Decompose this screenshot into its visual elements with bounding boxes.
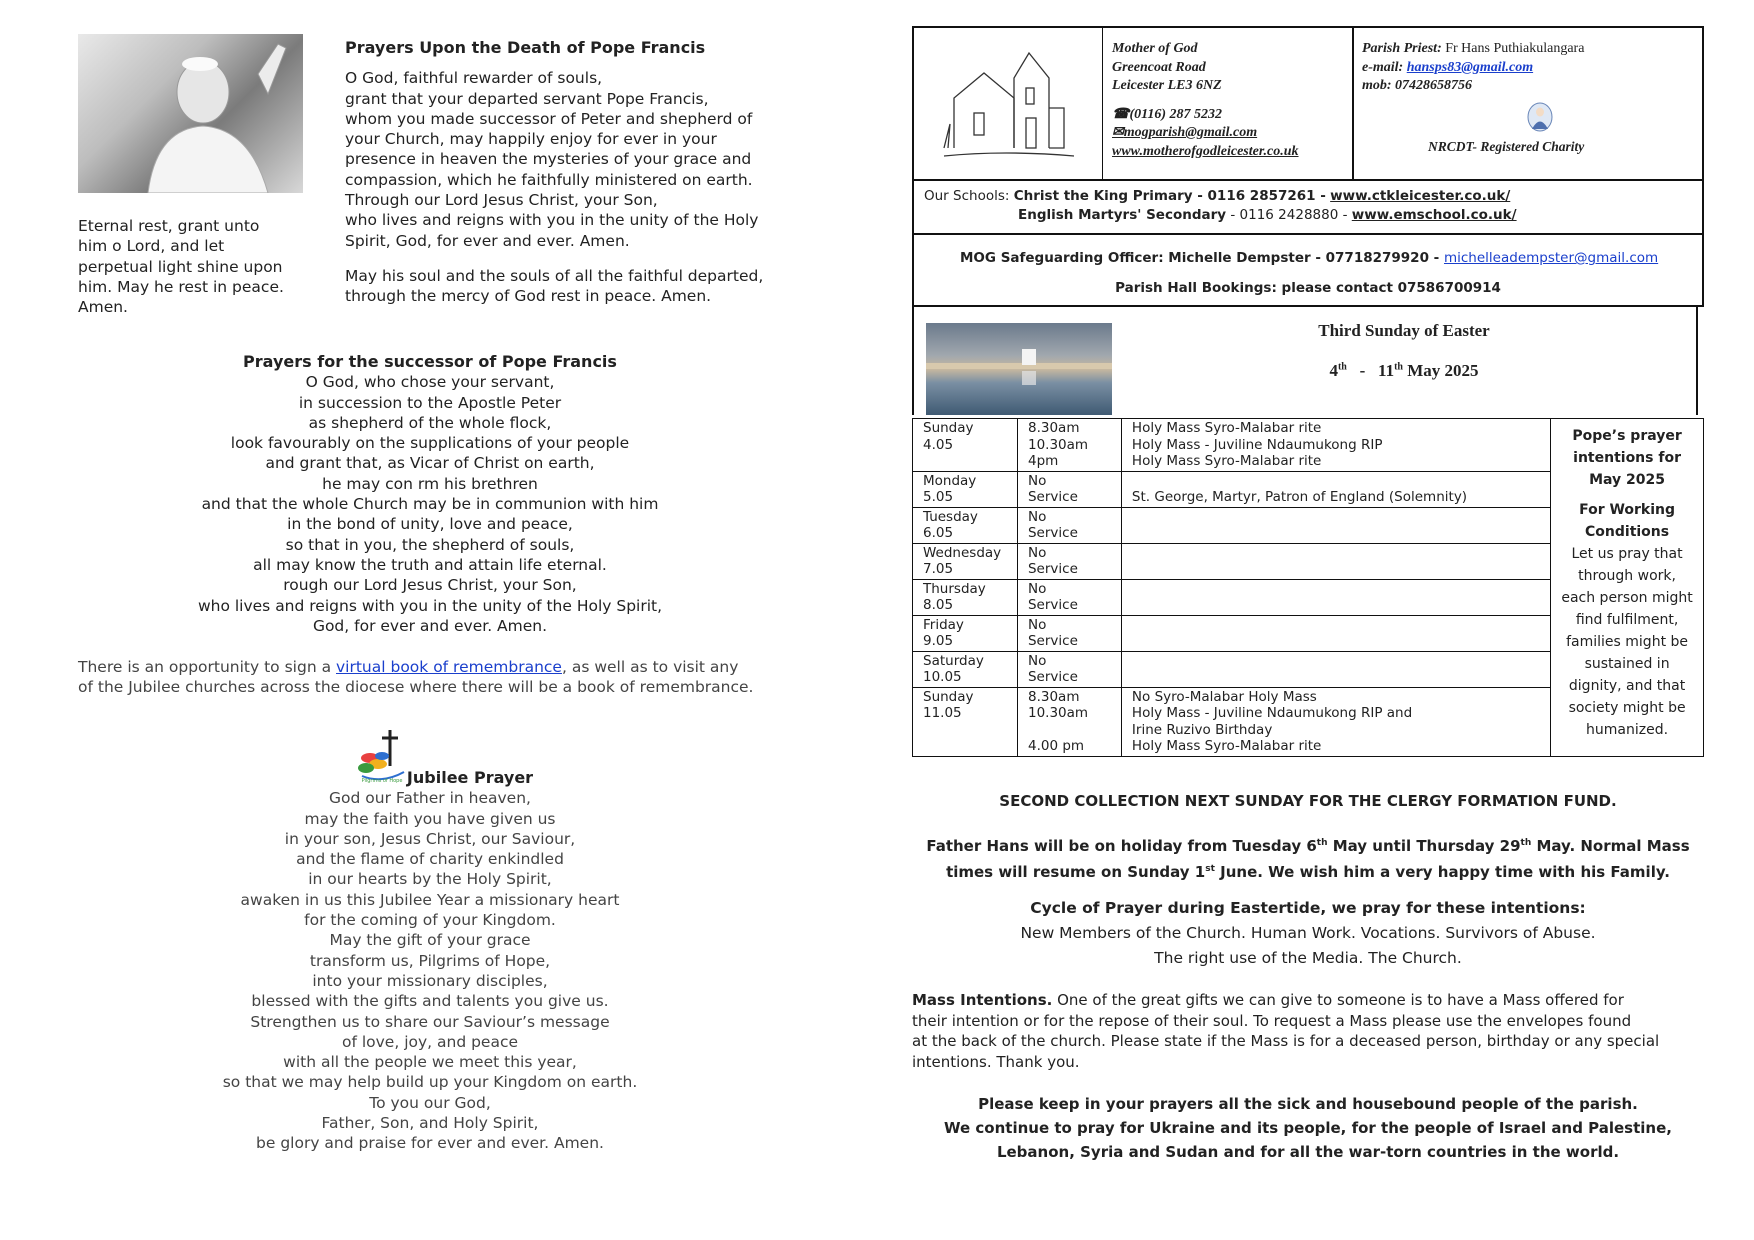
text-line [912,858,1704,884]
parish-hall-bookings: Parish Hall Bookings: please contact 07586700914 [1115,280,1501,296]
text-line: transform us, Pilgrims of Hope, [309,951,551,970]
time-cell [1017,507,1121,543]
text-line: be glory and praise for ever and ever. Amen. [256,1134,604,1153]
eternal-rest-prayer [78,216,318,317]
text-line: and the flame of charity enkindled [296,850,564,869]
day-date: 7.05 [923,561,954,577]
text-line: intentions. Thank you. [912,1052,1080,1071]
text-line: through the mercy of God rest in peace. Amen. [345,287,712,306]
day-name: Friday [923,616,964,633]
prayer-death-closing [345,266,795,307]
date-month-year: May 2025 [1407,361,1479,380]
school-1-url[interactable]: www.ctkleicester.co.uk/ [1330,188,1511,204]
time: 10.30am [1027,436,1089,453]
time: No [1027,652,1047,669]
school-2-name: English Martyrs' Secondary [1018,207,1227,223]
day-cell [913,651,1018,687]
text-line: in the bond of unity, love and peace, [287,515,573,534]
time: Service [1027,561,1078,577]
text-line: so that in you, the shepherd of souls, [285,535,575,554]
church-drawing [914,28,1103,179]
date-start: 4 [1329,361,1338,380]
time: No [1027,472,1047,489]
date-suffix: st [1205,864,1215,874]
text-line: Lebanon, Syria and Sudan and for all the war-torn countries in the world. [996,1143,1620,1161]
text-line [912,990,1704,1011]
text-line: Eternal rest, grant unto [78,217,260,235]
priest-mobile: mob: 07428658756 [1362,78,1473,93]
event: Holy Mass Syro-Malabar rite [1131,420,1322,436]
text-line: perpetual light shine upon [78,257,283,276]
priest-email-link[interactable]: hansps83@gmail.com [1406,59,1534,75]
logo-text: Pilgrims of Hope [361,778,403,784]
text-line: May his soul and the souls of all the faithful departed, [345,266,764,285]
day-name: Sunday [923,420,974,436]
text-line: and grant that, as Vicar of Christ on earth, [265,454,595,473]
text-line: humanized. [1586,722,1669,738]
holiday-text: May. Normal Mass [1531,837,1690,855]
envelope-icon: ✉ [1112,125,1124,140]
remembrance-paragraph [78,657,778,698]
holiday-text: times will resume on Sunday 1 [946,863,1206,881]
church-email[interactable]: mogparish@gmail.com [1123,125,1258,140]
text-line: who lives and reigns with you in the unity of the Holy [345,211,759,230]
madonna-icon-svg [1527,102,1553,132]
text-line: all may know the truth and attain life eternal. [253,555,607,574]
text-line: May 2025 [1589,472,1666,488]
pope-figure-icon [78,34,303,193]
event: Holy Mass - Juviline Ndaumukong RIP [1131,436,1383,453]
text-line: of the Jubilee churches across the diocese where there will be a book of remembrance. [78,678,754,697]
time-cell [1017,615,1121,651]
remembrance-text: There is an opportunity to sign a [78,658,336,676]
day-date: 11.05 [923,705,962,721]
day-date: 8.05 [923,597,954,613]
cycle-title: Cycle of Prayer during Eastertide, we pray for these intentions: [1030,899,1586,917]
date-suffix: th [1316,838,1328,848]
pope-intention-title [1553,425,1701,491]
day-cell [913,543,1018,579]
time: 4pm [1027,453,1059,469]
text-line: society might be [1568,700,1686,716]
text-line: in succession to the Apostle Peter [298,393,562,412]
text-line: each person might [1561,590,1693,606]
church-phone-line [1112,106,1342,125]
church-phone: (0116) 287 5232 [1129,106,1223,122]
school-2-phone: - 0116 2428880 - [1230,207,1348,223]
cycle-of-prayer [912,896,1704,971]
time-cell [1017,419,1121,472]
text-line: of love, joy, and peace [341,1032,519,1051]
sunday-dates [1124,361,1684,381]
text-line: dignity, and that [1568,678,1686,694]
time: 8.30am [1027,688,1080,705]
text-line: O God, faithful rewarder of souls, [345,69,603,88]
day-name: Sunday [923,688,974,705]
time: No [1027,544,1047,561]
date-separator: - [1359,361,1366,380]
event-cell [1121,543,1550,579]
time-cell [1017,687,1121,756]
day-cell [913,579,1018,615]
church-website[interactable]: www.motherofgodleicester.co.uk [1112,143,1299,159]
text-line: Spirit, God, for ever and ever. Amen. [345,231,630,250]
date-suffix: th [1394,361,1403,373]
time-cell [1017,651,1121,687]
text-line: may the faith you have given us [304,809,556,828]
text-line: as shepherd of the whole flock, [308,413,552,432]
sunday-title: Third Sunday of Easter [1318,321,1490,340]
schools-line-2 [1018,206,1517,225]
text-line: New Members of the Church. Human Work. Vocations. Survivors of Abuse. [1020,924,1596,942]
text-line: him o Lord, and let [78,237,225,256]
text-line: and that the whole Church may be in communion with him [201,495,659,514]
jubilee-prayer-section [140,768,720,1154]
text-line: compassion, which he faithfully ministered on earth. [345,170,753,189]
text-line: Strengthen us to share our Saviour’s message [250,1012,610,1031]
priest-label: Parish Priest: [1362,41,1442,56]
day-cell [913,471,1018,507]
text-line: May the gift of your grace [329,931,531,950]
safeguarding-line [960,249,1658,268]
time: Service [1027,597,1078,613]
text-line: who lives and reigns with you in the unity of the Holy Spirit, [197,596,663,615]
text-line: families might be [1566,634,1689,650]
school-2-url[interactable]: www.emschool.co.uk/ [1351,207,1517,223]
text-line: find fulfilment, [1575,612,1679,628]
time: Service [1027,489,1078,505]
event-cell [1121,507,1550,543]
event [1132,473,1540,490]
text-line: so that we may help build up your Kingdom on earth. [222,1073,638,1092]
time: No [1027,616,1047,633]
mass-intentions-label: Mass Intentions. [912,991,1053,1009]
holiday-text: May until Thursday 29 [1327,837,1521,855]
text-line: he may con rm his brethren [322,474,538,493]
mass-schedule [912,418,1704,757]
holiday-notice [912,832,1704,884]
text-line: whom you made successor of Peter and shepherd of [345,109,753,128]
day-date: 6.05 [923,525,954,541]
safeguarding-text: MOG Safeguarding Officer: Michelle Dempster - 07718279920 - [960,250,1440,266]
holiday-text: Father Hans will be on holiday from Tuesday 6 [926,837,1317,855]
event-cell [1121,651,1550,687]
text-line [912,832,1704,858]
prayer-death-section [345,38,795,307]
text-line: at the back of the church. Please state if the Mass is for a deceased person, birthday or any special [912,1032,1660,1050]
time: Service [1027,633,1078,649]
priest-email-line [1362,59,1702,78]
holiday-text: June. We wish him a very happy time with his Family. [1214,863,1670,881]
text-line: through work, [1578,568,1676,584]
parish-header [912,26,1704,181]
text-line: The right use of the Media. The Church. [1154,949,1462,967]
remembrance-text: , as well as to visit any [561,658,739,676]
text-line: Amen. [78,298,128,317]
text-line: for the coming of your Kingdom. [304,911,556,930]
safeguarding-box [912,233,1704,307]
event-cell [1121,615,1550,651]
text-line: blessed with the gifts and talents you give us. [251,992,609,1011]
table-row [913,419,1704,472]
time [1028,722,1111,739]
safeguarding-email-link[interactable]: michelleadempster@gmail.com [1443,250,1659,266]
church-address [1112,40,1342,161]
text-line: sustained in [1584,656,1670,672]
time: 8.30am [1027,420,1080,436]
text-line: To you our God, [369,1093,491,1112]
prayer-successor-section [140,352,720,636]
priest-info [1362,40,1702,156]
date-suffix: th [1337,361,1347,373]
pope-francis-photo [78,34,303,193]
event: Holy Mass Syro-Malabar rite [1131,738,1322,754]
time: No [1027,580,1047,597]
church-city: Leicester LE3 6NZ [1112,78,1222,93]
pope-intention-body [1553,543,1701,741]
day-name: Wednesday [923,544,1002,561]
text-line: presence in heaven the mysteries of your grace and [345,150,752,169]
text-line: Father, Son, and Holy Spirit, [321,1114,539,1133]
charity-text: NRCDT- Registered Charity [1428,138,1585,154]
event-cell [1121,579,1550,615]
text-line: Conditions [1585,524,1670,540]
schools-line-1 [924,187,1510,206]
schools-label: Our Schools: [924,188,1010,204]
text-line: in your son, Jesus Christ, our Saviour, [284,829,576,848]
text-line: look favourably on the supplications of your people [230,434,630,453]
event: St. George, Martyr, Patron of England (Solemnity) [1131,489,1468,505]
text-line: Pope’s prayer [1572,428,1682,444]
date-suffix: th [1520,838,1532,848]
time-cell [1017,543,1121,579]
event: Irine Ruzivo Birthday [1131,721,1273,738]
time: No [1027,508,1047,525]
church-icon [914,28,1100,179]
event: Holy Mass - Juviline Ndaumukong RIP and [1131,705,1413,721]
time-cell [1017,579,1121,615]
lake-photo [926,323,1112,415]
text-line: rough our Lord Jesus Christ, your Son, [283,576,577,595]
mass-intentions-text: One of the great gifts we can give to someone is to have a Mass offered for [1052,991,1624,1009]
event-cell [1121,687,1550,756]
text-line: We continue to pray for Ukraine and its people, for the people of Israel and Palestine, [944,1119,1672,1137]
church-email-line [1112,124,1342,143]
priest-name: Fr Hans Puthiakulangara [1445,41,1585,56]
prayer-successor-title: Prayers for the successor of Pope Francis [243,352,617,371]
event: Holy Mass Syro-Malabar rite [1131,453,1322,469]
church-name: Mother of God [1112,41,1198,56]
lake-scene-icon [926,323,1112,415]
mass-intentions [912,990,1704,1072]
text-line: with all the people we meet this year, [283,1053,577,1072]
day-name: Thursday [923,580,986,597]
jubilee-prayer-title: Jubilee Prayer [406,768,534,787]
day-cell [913,419,1018,472]
text-line: Through our Lord Jesus Christ, your Son, [345,191,658,210]
text-line [78,657,778,677]
madonna-icon [1527,102,1553,132]
text-line: grant that your departed servant Pope Francis, [345,89,709,108]
time: Service [1027,525,1078,541]
text-line: God our Father in heaven, [329,789,531,808]
sunday-box [912,307,1698,415]
text-line: their intention or for the repose of their soul. To request a Mass please use the envelopes found [912,1011,1632,1030]
schools-box [912,179,1704,235]
phone-icon: ☎ [1112,106,1130,122]
church-street: Greencoat Road [1112,59,1206,75]
day-name: Saturday [923,652,984,669]
text-line: For Working [1579,502,1676,518]
school-1: Christ the King Primary - 0116 2857261 - [1013,188,1326,204]
pope-intention-cell [1551,419,1704,757]
text-line: intentions for [1573,450,1681,466]
priest-email-label: e-mail: [1362,59,1404,75]
day-cell [913,687,1018,756]
time: Service [1027,669,1078,685]
day-date: 5.05 [923,489,954,505]
text-line: God, for ever and ever. Amen. [312,616,548,635]
day-cell [913,615,1018,651]
text-line: in our hearts by the Holy Spirit, [308,870,552,889]
schedule-table [912,418,1704,757]
closing-prayers [912,1092,1704,1164]
priest-line [1362,40,1702,59]
text-line: O God, who chose your servant, [305,373,555,392]
text-line: your Church, may happily enjoy for ever in your [345,130,717,149]
text-line: into your missionary disciples, [312,971,548,990]
date-end: 11 [1378,361,1395,380]
prayer-death-title: Prayers Upon the Death of Pope Francis [345,38,706,57]
text-line: Let us pray that [1571,546,1683,562]
event-cell [1121,419,1550,472]
virtual-book-link[interactable]: virtual book of remembrance [336,658,562,676]
second-collection-notice: SECOND COLLECTION NEXT SUNDAY FOR THE CLERGY FORMATION FUND. [999,792,1617,810]
event: No Syro-Malabar Holy Mass [1131,688,1317,705]
prayer-death-body [345,68,795,251]
text-line: him. May he rest in peace. [78,277,284,296]
time: 10.30am [1027,705,1089,721]
time-cell [1017,471,1121,507]
day-date: 9.05 [923,633,954,649]
text-line: Please keep in your prayers all the sick and housebound people of the parish. [978,1095,1638,1113]
day-cell [913,507,1018,543]
header-divider [1352,28,1354,179]
day-name: Tuesday [923,508,978,525]
pope-intention-subtitle [1553,499,1701,543]
time: 4.00 pm [1027,738,1085,754]
text-line: awaken in us this Jubilee Year a missionary heart [240,890,620,909]
day-date: 4.05 [923,436,954,453]
day-date: 10.05 [923,669,962,685]
day-name: Monday [923,472,977,489]
event-cell [1121,471,1550,507]
